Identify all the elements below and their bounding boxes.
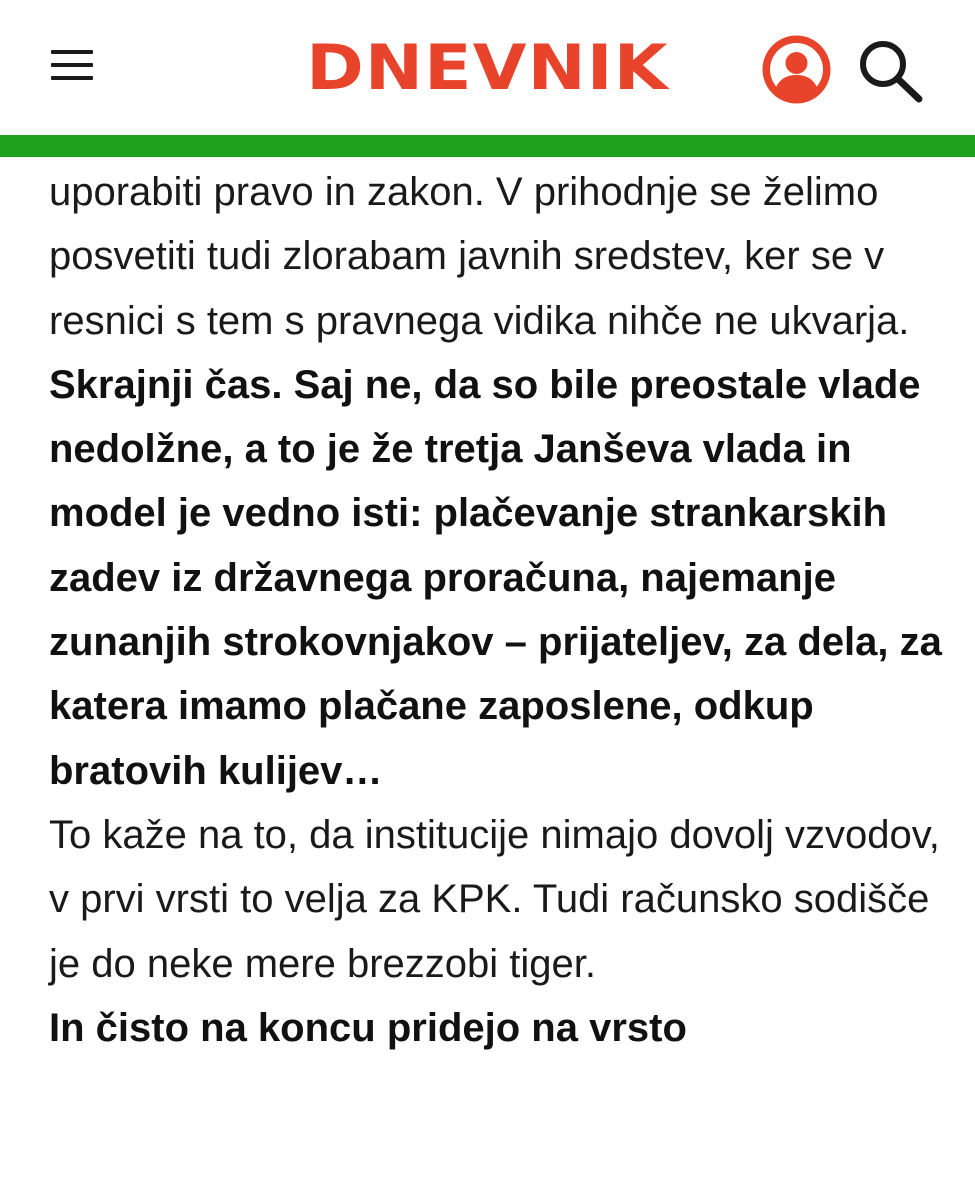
logo-text: DNEVNIK: [306, 31, 669, 104]
article-body: [49, 160, 949, 1060]
article-paragraph: To kaže na to, da institucije nimajo dovolj vzvodov, v prvi vrsti to velja za KPK. Tudi računsko sodišče je do neke mere brezzobi tiger.: [49, 812, 940, 986]
user-account-icon: [761, 34, 832, 105]
search-button[interactable]: [856, 37, 926, 105]
accent-bar: [0, 135, 975, 157]
article-paragraph: uporabiti pravo in zakon. V prihodnje se želimo posvetiti tudi zlorabam javnih sredstev, ker se v resnici s tem s pravnega vidika nihče ne ukvarja.: [49, 170, 910, 343]
site-header: [0, 0, 975, 135]
search-icon: [856, 37, 926, 105]
interview-question: Skrajnji čas. Saj ne, da so bile preostale vlade nedolžne, a to je že tretja Janševa vlada in model je vedno isti: plačevanje strankarskih zadev iz državnega proračuna, najemanje zunanjih strokovnjakov – prijateljev, za dela, za katera imamo plačane zaposlene, odkup bratovih kulijev…: [49, 362, 942, 793]
interview-question: In čisto na koncu pridejo na vrsto: [49, 1005, 687, 1050]
user-account-button[interactable]: [761, 34, 832, 105]
